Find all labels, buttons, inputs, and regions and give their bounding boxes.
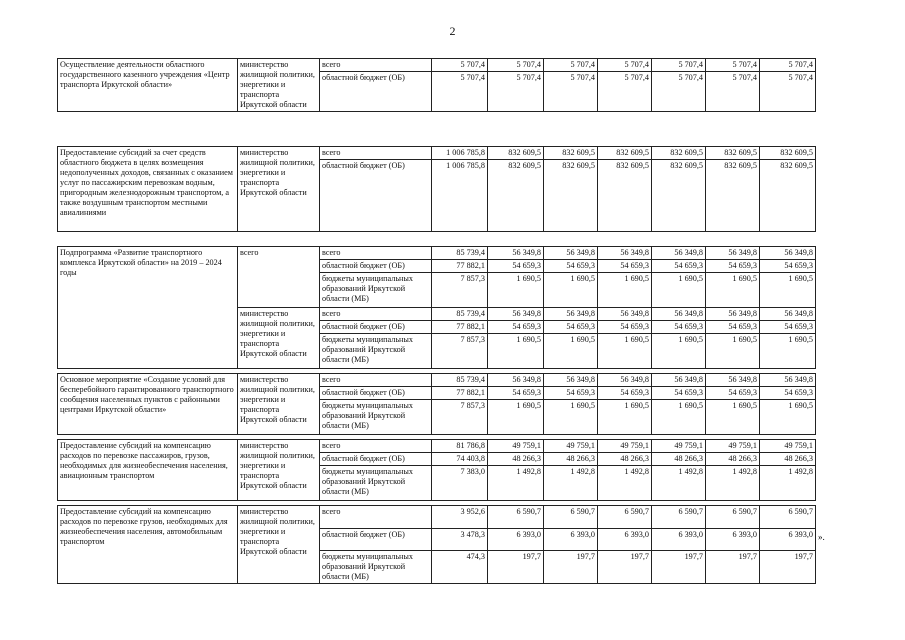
funding-source-cell: бюджеты муниципальных образований Иркутской области (МБ) xyxy=(320,466,432,501)
executor-cell: министерство жилищной политики, энергетики и транспорта Иркутской области xyxy=(238,440,320,501)
amount-cell: 56 349,8 xyxy=(488,374,544,387)
amount-cell: 56 349,8 xyxy=(706,374,760,387)
amount-cell: 56 349,8 xyxy=(544,247,598,260)
amount-cell: 197,7 xyxy=(488,551,544,584)
amount-cell: 48 266,3 xyxy=(706,453,760,466)
amount-cell: 7 857,3 xyxy=(432,400,488,435)
funding-source-cell: областной бюджет (ОБ) xyxy=(320,72,432,112)
amount-cell: 54 659,3 xyxy=(706,321,760,334)
amount-cell: 56 349,8 xyxy=(652,308,706,321)
amount-cell: 56 349,8 xyxy=(706,308,760,321)
amount-cell: 6 393,0 xyxy=(706,529,760,551)
amount-cell: 832 609,5 xyxy=(652,160,706,232)
amount-cell: 832 609,5 xyxy=(598,160,652,232)
amount-cell: 49 759,1 xyxy=(760,440,816,453)
amount-cell: 5 707,4 xyxy=(432,59,488,72)
amount-cell: 1 492,8 xyxy=(598,466,652,501)
table-row xyxy=(58,440,816,453)
amount-cell: 6 590,7 xyxy=(544,506,598,529)
financing-table xyxy=(57,58,816,584)
amount-cell: 6 393,0 xyxy=(544,529,598,551)
amount-cell: 474,3 xyxy=(432,551,488,584)
amount-cell: 85 739,4 xyxy=(432,374,488,387)
amount-cell: 3 478,3 xyxy=(432,529,488,551)
amount-cell: 56 349,8 xyxy=(760,247,816,260)
amount-cell: 1 492,8 xyxy=(760,466,816,501)
table-row xyxy=(58,147,816,160)
table-row xyxy=(58,506,816,529)
amount-cell: 1 492,8 xyxy=(544,466,598,501)
amount-cell: 832 609,5 xyxy=(488,147,544,160)
amount-cell: 77 882,1 xyxy=(432,387,488,400)
executor-cell: министерство жилищной политики, энергетики и транспорта Иркутской области xyxy=(238,374,320,435)
funding-source-cell: всего xyxy=(320,59,432,72)
amount-cell: 85 739,4 xyxy=(432,247,488,260)
activity-name-cell: Предоставление субсидий за счет средств областного бюджета в целях возмещения недополученных доходов, связанных с оказанием услуг по пассажирским перевозкам водным, пригородным железнодорожным транспортом, а также воздушным транспортом местными авиалиниями xyxy=(58,147,238,232)
amount-cell: 56 349,8 xyxy=(598,247,652,260)
amount-cell: 6 590,7 xyxy=(706,506,760,529)
amount-cell: 1 690,5 xyxy=(544,400,598,435)
executor-cell: министерство жилищной политики, энергетики и транспорта Иркутской области xyxy=(238,147,320,232)
amount-cell: 197,7 xyxy=(598,551,652,584)
amount-cell: 56 349,8 xyxy=(652,247,706,260)
amount-cell: 56 349,8 xyxy=(544,374,598,387)
amount-cell: 5 707,4 xyxy=(706,59,760,72)
funding-source-cell: всего xyxy=(320,147,432,160)
amount-cell: 48 266,3 xyxy=(652,453,706,466)
amount-cell: 3 952,6 xyxy=(432,506,488,529)
amount-cell: 1 690,5 xyxy=(488,400,544,435)
amount-cell: 1 690,5 xyxy=(652,273,706,308)
funding-source-cell: областной бюджет (ОБ) xyxy=(320,387,432,400)
amount-cell: 54 659,3 xyxy=(652,387,706,400)
funding-source-cell: областной бюджет (ОБ) xyxy=(320,321,432,334)
funding-source-cell: бюджеты муниципальных образований Иркутской области (МБ) xyxy=(320,273,432,308)
activity-name-cell: Осуществление деятельности областного государственного казенного учреждения «Центр транспорта Иркутской области» xyxy=(58,59,238,112)
amount-cell: 56 349,8 xyxy=(598,308,652,321)
activity-name-cell: Основное мероприятие «Создание условий для бесперебойного гарантированного транспортного сообщения населенных пунктов с районными центрами Иркутской области» xyxy=(58,374,238,435)
amount-cell: 6 393,0 xyxy=(760,529,816,551)
amount-cell: 832 609,5 xyxy=(760,147,816,160)
activity-name-cell: Подпрограмма «Развитие транспортного комплекса Иркутской области» на 2019 – 2024 годы xyxy=(58,247,238,369)
amount-cell: 1 690,5 xyxy=(706,334,760,369)
executor-cell: министерство жилищной политики, энергетики и транспорта Иркутской области xyxy=(238,59,320,112)
funding-source-cell: всего xyxy=(320,308,432,321)
amount-cell: 197,7 xyxy=(706,551,760,584)
amount-cell: 56 349,8 xyxy=(706,247,760,260)
amount-cell: 56 349,8 xyxy=(598,374,652,387)
amount-cell: 1 690,5 xyxy=(706,273,760,308)
amount-cell: 56 349,8 xyxy=(488,247,544,260)
amount-cell: 1 690,5 xyxy=(760,273,816,308)
amount-cell: 77 882,1 xyxy=(432,260,488,273)
amount-cell: 54 659,3 xyxy=(652,260,706,273)
amount-cell: 56 349,8 xyxy=(488,308,544,321)
amount-cell: 48 266,3 xyxy=(760,453,816,466)
amount-cell: 1 492,8 xyxy=(488,466,544,501)
amount-cell: 1 690,5 xyxy=(488,273,544,308)
amount-cell: 48 266,3 xyxy=(544,453,598,466)
amount-cell: 832 609,5 xyxy=(488,160,544,232)
amount-cell: 54 659,3 xyxy=(598,260,652,273)
amount-cell: 54 659,3 xyxy=(544,260,598,273)
block-spacer xyxy=(58,112,816,147)
amount-cell: 1 492,8 xyxy=(652,466,706,501)
amount-cell: 1 690,5 xyxy=(544,334,598,369)
amount-cell: 56 349,8 xyxy=(760,308,816,321)
amount-cell: 1 690,5 xyxy=(652,334,706,369)
amount-cell: 1 690,5 xyxy=(760,400,816,435)
amount-cell: 56 349,8 xyxy=(544,308,598,321)
funding-source-cell: областной бюджет (ОБ) xyxy=(320,260,432,273)
amount-cell: 1 690,5 xyxy=(652,400,706,435)
amount-cell: 85 739,4 xyxy=(432,308,488,321)
amount-cell: 54 659,3 xyxy=(652,321,706,334)
executor-cell: всего xyxy=(238,247,320,308)
amount-cell: 6 590,7 xyxy=(760,506,816,529)
funding-source-cell: всего xyxy=(320,374,432,387)
amount-cell: 5 707,4 xyxy=(488,72,544,112)
amount-cell: 54 659,3 xyxy=(598,321,652,334)
amount-cell: 5 707,4 xyxy=(544,72,598,112)
amount-cell: 74 403,8 xyxy=(432,453,488,466)
amount-cell: 54 659,3 xyxy=(706,387,760,400)
amount-cell: 49 759,1 xyxy=(706,440,760,453)
funding-source-cell: областной бюджет (ОБ) xyxy=(320,529,432,551)
amount-cell: 832 609,5 xyxy=(760,160,816,232)
amount-cell: 54 659,3 xyxy=(544,387,598,400)
amount-cell: 832 609,5 xyxy=(544,147,598,160)
amount-cell: 6 590,7 xyxy=(488,506,544,529)
block-spacer xyxy=(58,232,816,247)
amount-cell: 49 759,1 xyxy=(544,440,598,453)
amount-cell: 48 266,3 xyxy=(598,453,652,466)
amount-cell: 1 690,5 xyxy=(598,273,652,308)
amount-cell: 1 006 785,8 xyxy=(432,147,488,160)
amount-cell: 7 383,0 xyxy=(432,466,488,501)
amount-cell: 48 266,3 xyxy=(488,453,544,466)
amount-cell: 1 690,5 xyxy=(760,334,816,369)
amount-cell: 5 707,4 xyxy=(488,59,544,72)
amount-cell: 54 659,3 xyxy=(544,321,598,334)
amount-cell: 77 882,1 xyxy=(432,321,488,334)
amount-cell: 5 707,4 xyxy=(760,59,816,72)
amount-cell: 54 659,3 xyxy=(706,260,760,273)
amount-cell: 56 349,8 xyxy=(652,374,706,387)
amount-cell: 832 609,5 xyxy=(652,147,706,160)
amount-cell: 5 707,4 xyxy=(706,72,760,112)
amount-cell: 6 393,0 xyxy=(488,529,544,551)
amount-cell: 832 609,5 xyxy=(706,147,760,160)
amount-cell: 54 659,3 xyxy=(488,387,544,400)
amount-cell: 1 690,5 xyxy=(706,400,760,435)
amount-cell: 5 707,4 xyxy=(652,59,706,72)
amount-cell: 197,7 xyxy=(652,551,706,584)
amount-cell: 197,7 xyxy=(760,551,816,584)
executor-cell: министерство жилищной политики, энергетики и транспорта Иркутской области xyxy=(238,506,320,584)
table-row xyxy=(58,59,816,72)
amount-cell: 1 006 785,8 xyxy=(432,160,488,232)
amount-cell: 832 609,5 xyxy=(544,160,598,232)
amount-cell: 54 659,3 xyxy=(598,387,652,400)
amount-cell: 56 349,8 xyxy=(760,374,816,387)
amount-cell: 54 659,3 xyxy=(760,387,816,400)
amount-cell: 1 492,8 xyxy=(706,466,760,501)
amount-cell: 49 759,1 xyxy=(598,440,652,453)
amount-cell: 54 659,3 xyxy=(488,260,544,273)
amount-cell: 5 707,4 xyxy=(544,59,598,72)
activity-name-cell: Предоставление субсидий на компенсацию расходов по перевозке грузов, необходимых для жизнеобеспечения населения, автомобильным транспортом xyxy=(58,506,238,584)
table-row xyxy=(58,247,816,260)
amount-cell: 7 857,3 xyxy=(432,273,488,308)
amount-cell: 5 707,4 xyxy=(760,72,816,112)
amount-cell: 5 707,4 xyxy=(432,72,488,112)
amount-cell: 1 690,5 xyxy=(598,400,652,435)
amount-cell: 1 690,5 xyxy=(544,273,598,308)
table-row xyxy=(58,374,816,387)
amount-cell: 1 690,5 xyxy=(598,334,652,369)
amount-cell: 54 659,3 xyxy=(760,321,816,334)
amount-cell: 5 707,4 xyxy=(598,59,652,72)
funding-source-cell: всего xyxy=(320,247,432,260)
funding-source-cell: всего xyxy=(320,440,432,453)
funding-source-cell: бюджеты муниципальных образований Иркутской области (МБ) xyxy=(320,334,432,369)
amount-cell: 54 659,3 xyxy=(760,260,816,273)
activity-name-cell: Предоставление субсидий на компенсацию расходов по перевозке пассажиров, грузов, необходимых для жизнеобеспечения населения, авиационным транспортом xyxy=(58,440,238,501)
amount-cell: 832 609,5 xyxy=(598,147,652,160)
funding-source-cell: бюджеты муниципальных образований Иркутской области (МБ) xyxy=(320,551,432,584)
amount-cell: 5 707,4 xyxy=(598,72,652,112)
amount-cell: 6 393,0 xyxy=(598,529,652,551)
closing-quote-mark: ». xyxy=(818,532,825,542)
amount-cell: 49 759,1 xyxy=(652,440,706,453)
funding-source-cell: областной бюджет (ОБ) xyxy=(320,453,432,466)
amount-cell: 6 590,7 xyxy=(598,506,652,529)
funding-source-cell: бюджеты муниципальных образований Иркутской области (МБ) xyxy=(320,400,432,435)
amount-cell: 5 707,4 xyxy=(652,72,706,112)
funding-source-cell: областной бюджет (ОБ) xyxy=(320,160,432,232)
amount-cell: 832 609,5 xyxy=(706,160,760,232)
amount-cell: 1 690,5 xyxy=(488,334,544,369)
executor-cell: министерство жилищной политики, энергетики и транспорта Иркутской области xyxy=(238,308,320,369)
amount-cell: 7 857,3 xyxy=(432,334,488,369)
amount-cell: 49 759,1 xyxy=(488,440,544,453)
amount-cell: 197,7 xyxy=(544,551,598,584)
amount-cell: 81 786,8 xyxy=(432,440,488,453)
amount-cell: 54 659,3 xyxy=(488,321,544,334)
amount-cell: 6 393,0 xyxy=(652,529,706,551)
page-number: 2 xyxy=(449,24,456,38)
table-body xyxy=(58,59,816,584)
funding-source-cell: всего xyxy=(320,506,432,529)
amount-cell: 6 590,7 xyxy=(652,506,706,529)
